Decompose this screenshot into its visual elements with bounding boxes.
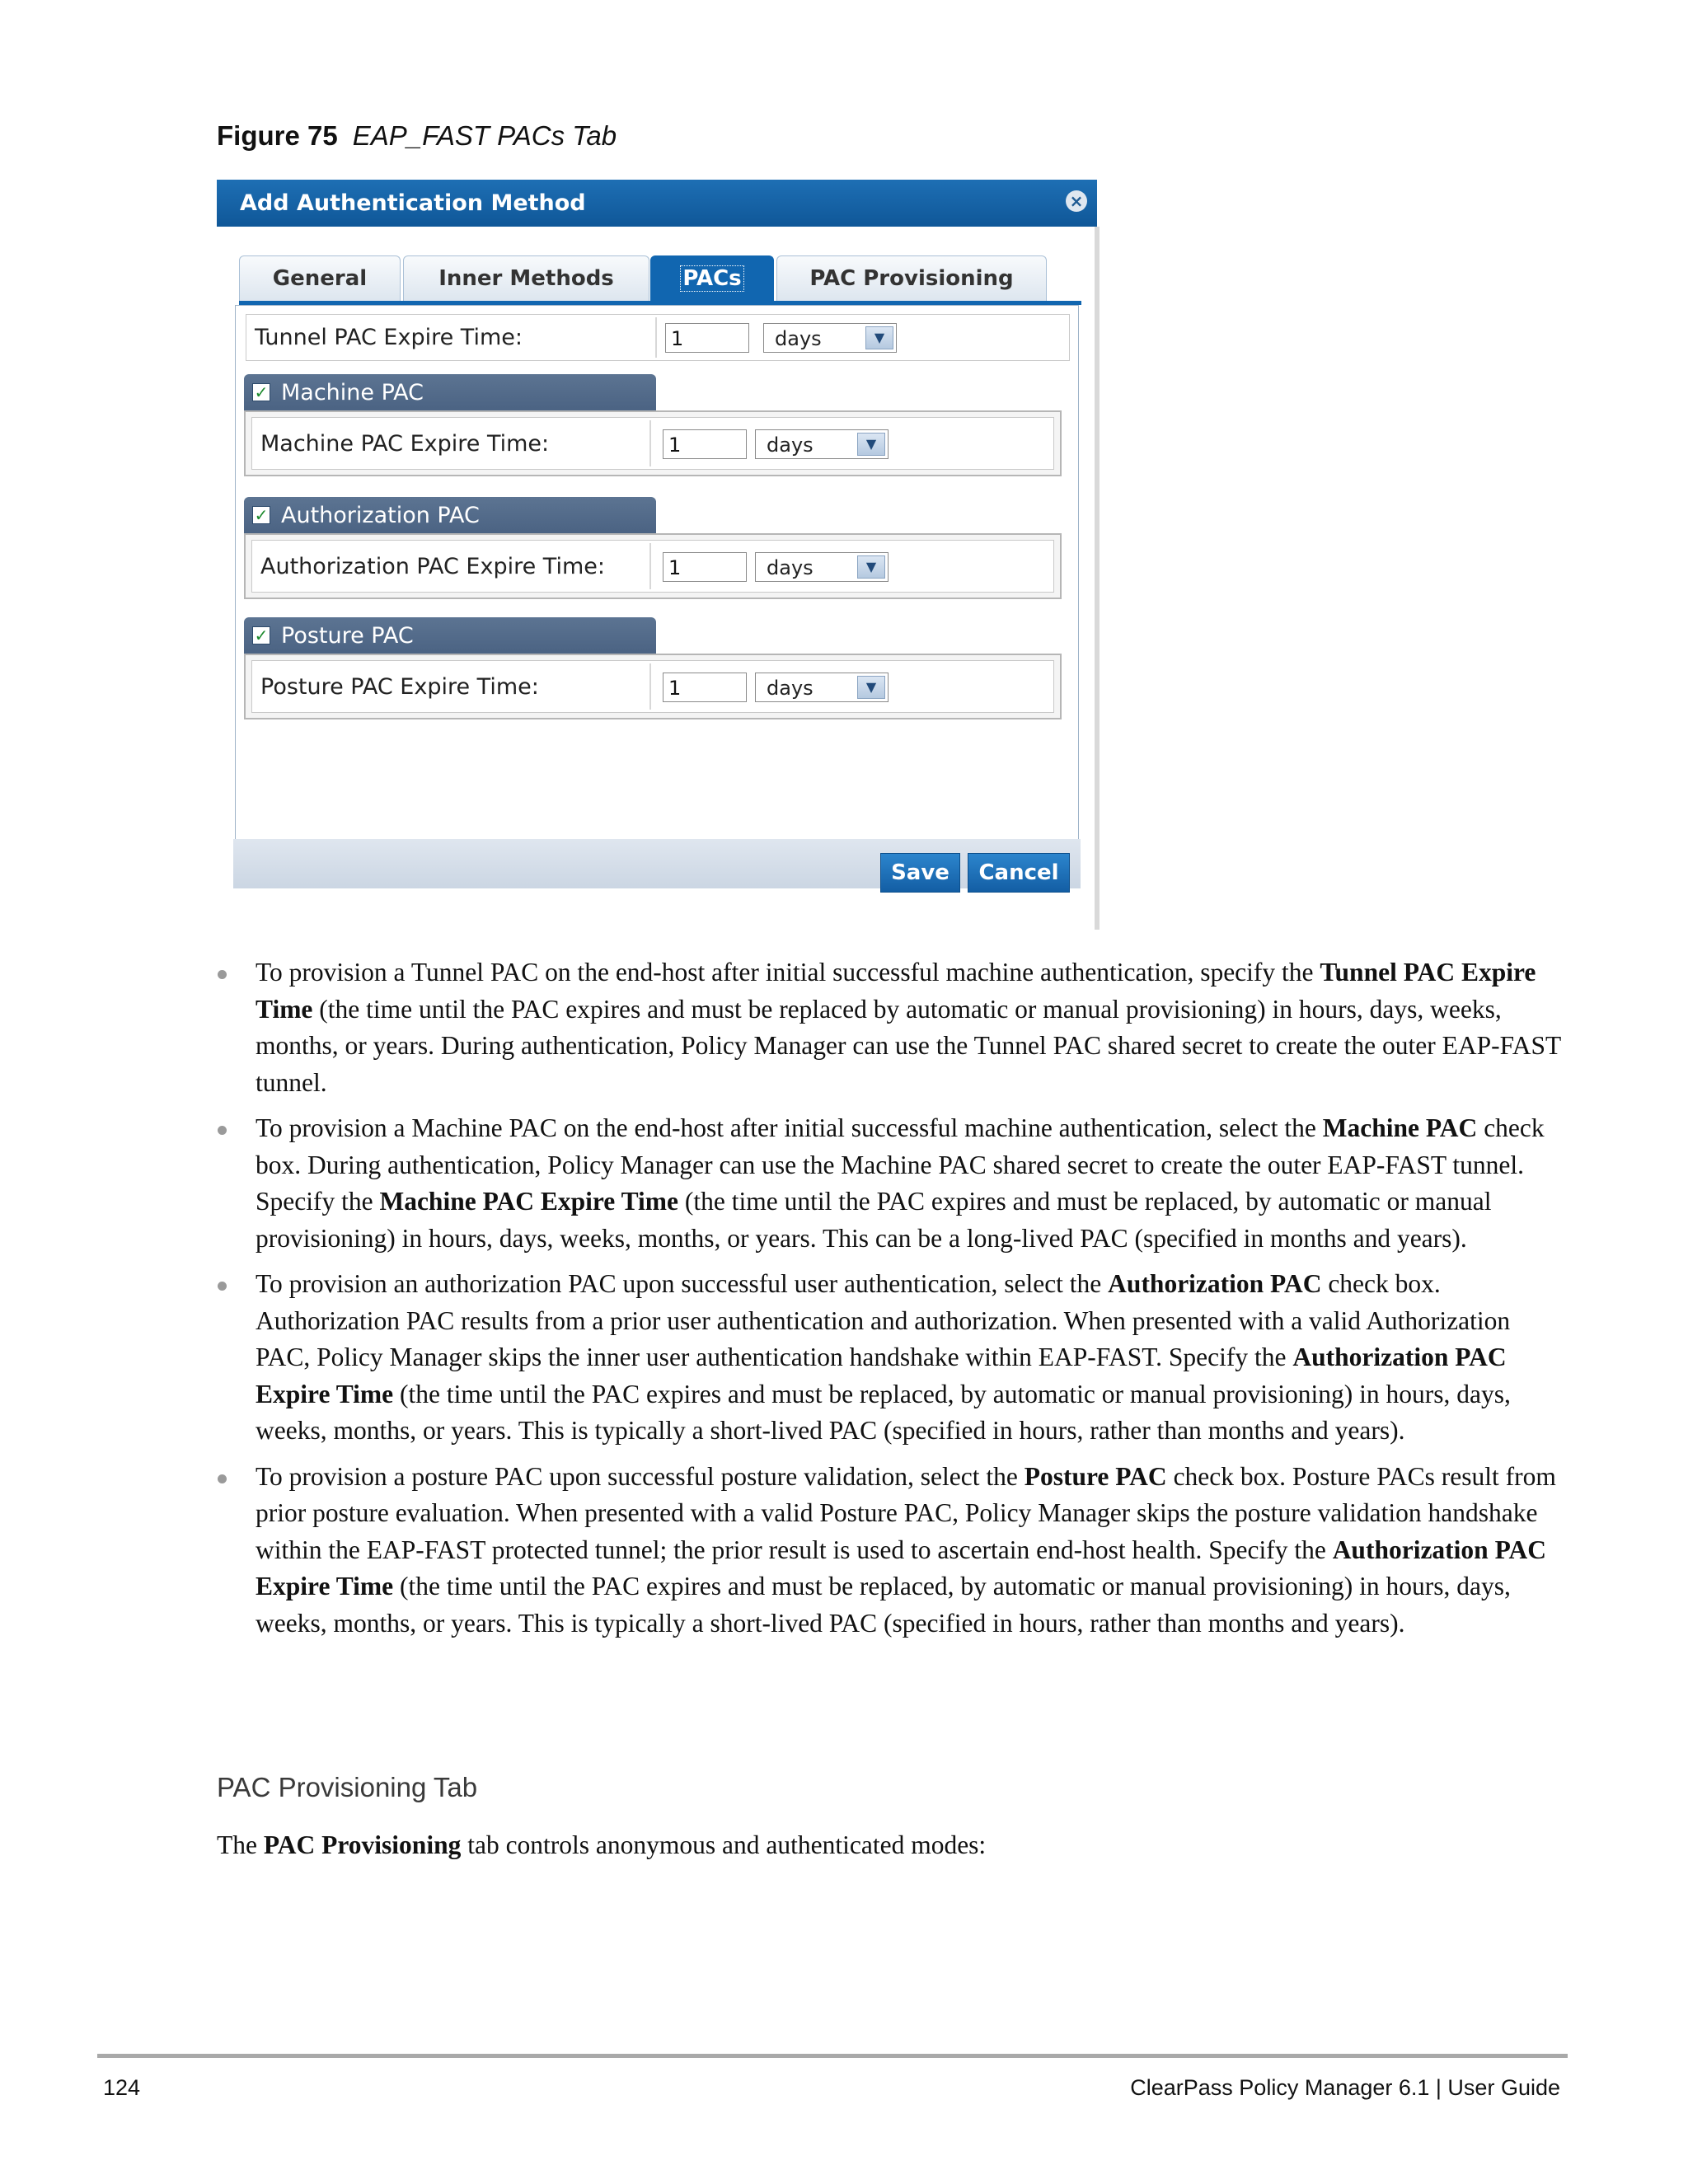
machine-pac-unit-select[interactable]: days ▼	[755, 429, 889, 459]
footer-rule	[97, 2054, 1568, 2058]
figure-caption	[217, 120, 617, 152]
posture-pac-header	[244, 617, 656, 654]
figure-title: EAP_FAST PACs Tab	[352, 120, 617, 151]
dialog-title-bar	[217, 180, 1097, 227]
tab-inner-methods[interactable]: Inner Methods	[403, 255, 649, 301]
section-paragraph: The PAC Provisioning tab controls anonymous and authenticated modes:	[217, 1830, 987, 1859]
posture-pac-row	[251, 660, 1054, 713]
section-heading: PAC Provisioning Tab	[217, 1772, 478, 1802]
bullet-icon	[218, 970, 227, 979]
close-icon[interactable]: ×	[1066, 190, 1087, 212]
save-button[interactable]: Save	[880, 853, 960, 893]
tunnel-pac-expire-input[interactable]: 1	[665, 323, 749, 353]
chevron-down-icon: ▼	[857, 555, 885, 579]
tunnel-pac-row	[246, 314, 1070, 361]
authorization-pac-checkbox[interactable]: ✓	[252, 506, 270, 524]
posture-pac-box	[244, 654, 1062, 719]
authorization-pac-unit-select[interactable]: days ▼	[755, 552, 889, 582]
bullet-authorization-pac: To provision an authorization PAC upon successful user authentication, select the Authorization PAC check box. Authorization PAC results from a prior user authentication and authorization. When presented with a valid Authorization PAC, Policy Manager skips the inner user authentication handshake within EAP-FAST. Specify the Authorization PAC Expire Time (the time until the PAC expires and must be replaced, by automatic or manual provisioning) in hours, days, weeks, months, or years. This is typically a short-lived PAC (specified in hours, rather than months and years).	[217, 1266, 1568, 1450]
bullet-icon	[218, 1474, 227, 1483]
add-authentication-method-dialog	[217, 180, 1097, 930]
authorization-pac-row	[251, 540, 1054, 593]
chevron-down-icon: ▼	[865, 326, 893, 349]
description-bullets	[217, 954, 1568, 1651]
authorization-pac-box	[244, 533, 1062, 599]
machine-pac-expire-label: Machine PAC Expire Time:	[260, 430, 550, 457]
pacs-panel	[235, 305, 1079, 853]
machine-pac-expire-input[interactable]: 1	[663, 429, 747, 459]
posture-pac-checkbox[interactable]: ✓	[252, 626, 270, 644]
guide-title: ClearPass Policy Manager 6.1 | User Guide	[1130, 2075, 1560, 2100]
authorization-pac-header	[244, 497, 656, 533]
page-number: 124	[103, 2075, 141, 2100]
tab-general[interactable]: General	[239, 255, 401, 301]
chevron-down-icon: ▼	[857, 433, 885, 456]
machine-pac-checkbox[interactable]: ✓	[252, 383, 270, 401]
bullet-posture-pac: To provision a posture PAC upon successful posture validation, select the Posture PAC check box. Posture PACs result from prior posture evaluation. When presented with a valid Posture PAC, Policy Manager skips the posture validation handshake within the EAP-FAST protected tunnel; the prior result is used to ascertain end-host health. Specify the Authorization PAC Expire Time (the time until the PAC expires and must be replaced, by automatic or manual provisioning) in hours, days, weeks, months, or years. This is typically a short-lived PAC (specified in hours, rather than months and years).	[217, 1459, 1568, 1643]
machine-pac-box	[244, 410, 1062, 476]
tunnel-pac-unit-select[interactable]: days ▼	[763, 323, 897, 353]
figure-label: Figure 75	[217, 120, 338, 151]
dialog-shadow	[1095, 227, 1100, 930]
bullet-icon	[218, 1126, 227, 1135]
authorization-pac-expire-input[interactable]: 1	[663, 552, 747, 582]
dialog-title: Add Authentication Method	[240, 190, 586, 216]
tab-pacs[interactable]: PACs	[650, 255, 774, 301]
authorization-pac-header-label: Authorization PAC	[281, 503, 480, 528]
machine-pac-header-label: Machine PAC	[281, 380, 424, 405]
machine-pac-header	[244, 374, 656, 410]
posture-pac-unit-select[interactable]: days ▼	[755, 673, 889, 702]
bullet-machine-pac: To provision a Machine PAC on the end-host after initial successful machine authentication, select the Machine PAC check box. During authentication, Policy Manager can use the Machine PAC shared secret to create the outer EAP-FAST tunnel. Specify the Machine PAC Expire Time (the time until the PAC expires and must be replaced, by automatic or manual provisioning) in hours, days, weeks, months, or years. This can be a long-lived PAC (specified in months and years).	[217, 1110, 1568, 1257]
tab-pac-provisioning[interactable]: PAC Provisioning	[776, 255, 1047, 301]
authorization-pac-expire-label: Authorization PAC Expire Time:	[260, 553, 605, 579]
chevron-down-icon: ▼	[857, 676, 885, 699]
posture-pac-header-label: Posture PAC	[281, 623, 414, 649]
posture-pac-expire-label: Posture PAC Expire Time:	[260, 673, 539, 700]
tunnel-pac-expire-label: Tunnel PAC Expire Time:	[255, 325, 523, 350]
posture-pac-expire-input[interactable]: 1	[663, 673, 747, 702]
machine-pac-row	[251, 417, 1054, 470]
bullet-tunnel-pac: To provision a Tunnel PAC on the end-host after initial successful machine authentication, specify the Tunnel PAC Expire Time (the time until the PAC expires and must be replaced by automatic or manual provisioning) in hours, days, weeks, months, or years. During authentication, Policy Manager can use the Tunnel PAC shared secret to create the outer EAP-FAST tunnel.	[217, 954, 1568, 1101]
bullet-icon	[218, 1282, 227, 1291]
cancel-button[interactable]: Cancel	[968, 853, 1070, 893]
